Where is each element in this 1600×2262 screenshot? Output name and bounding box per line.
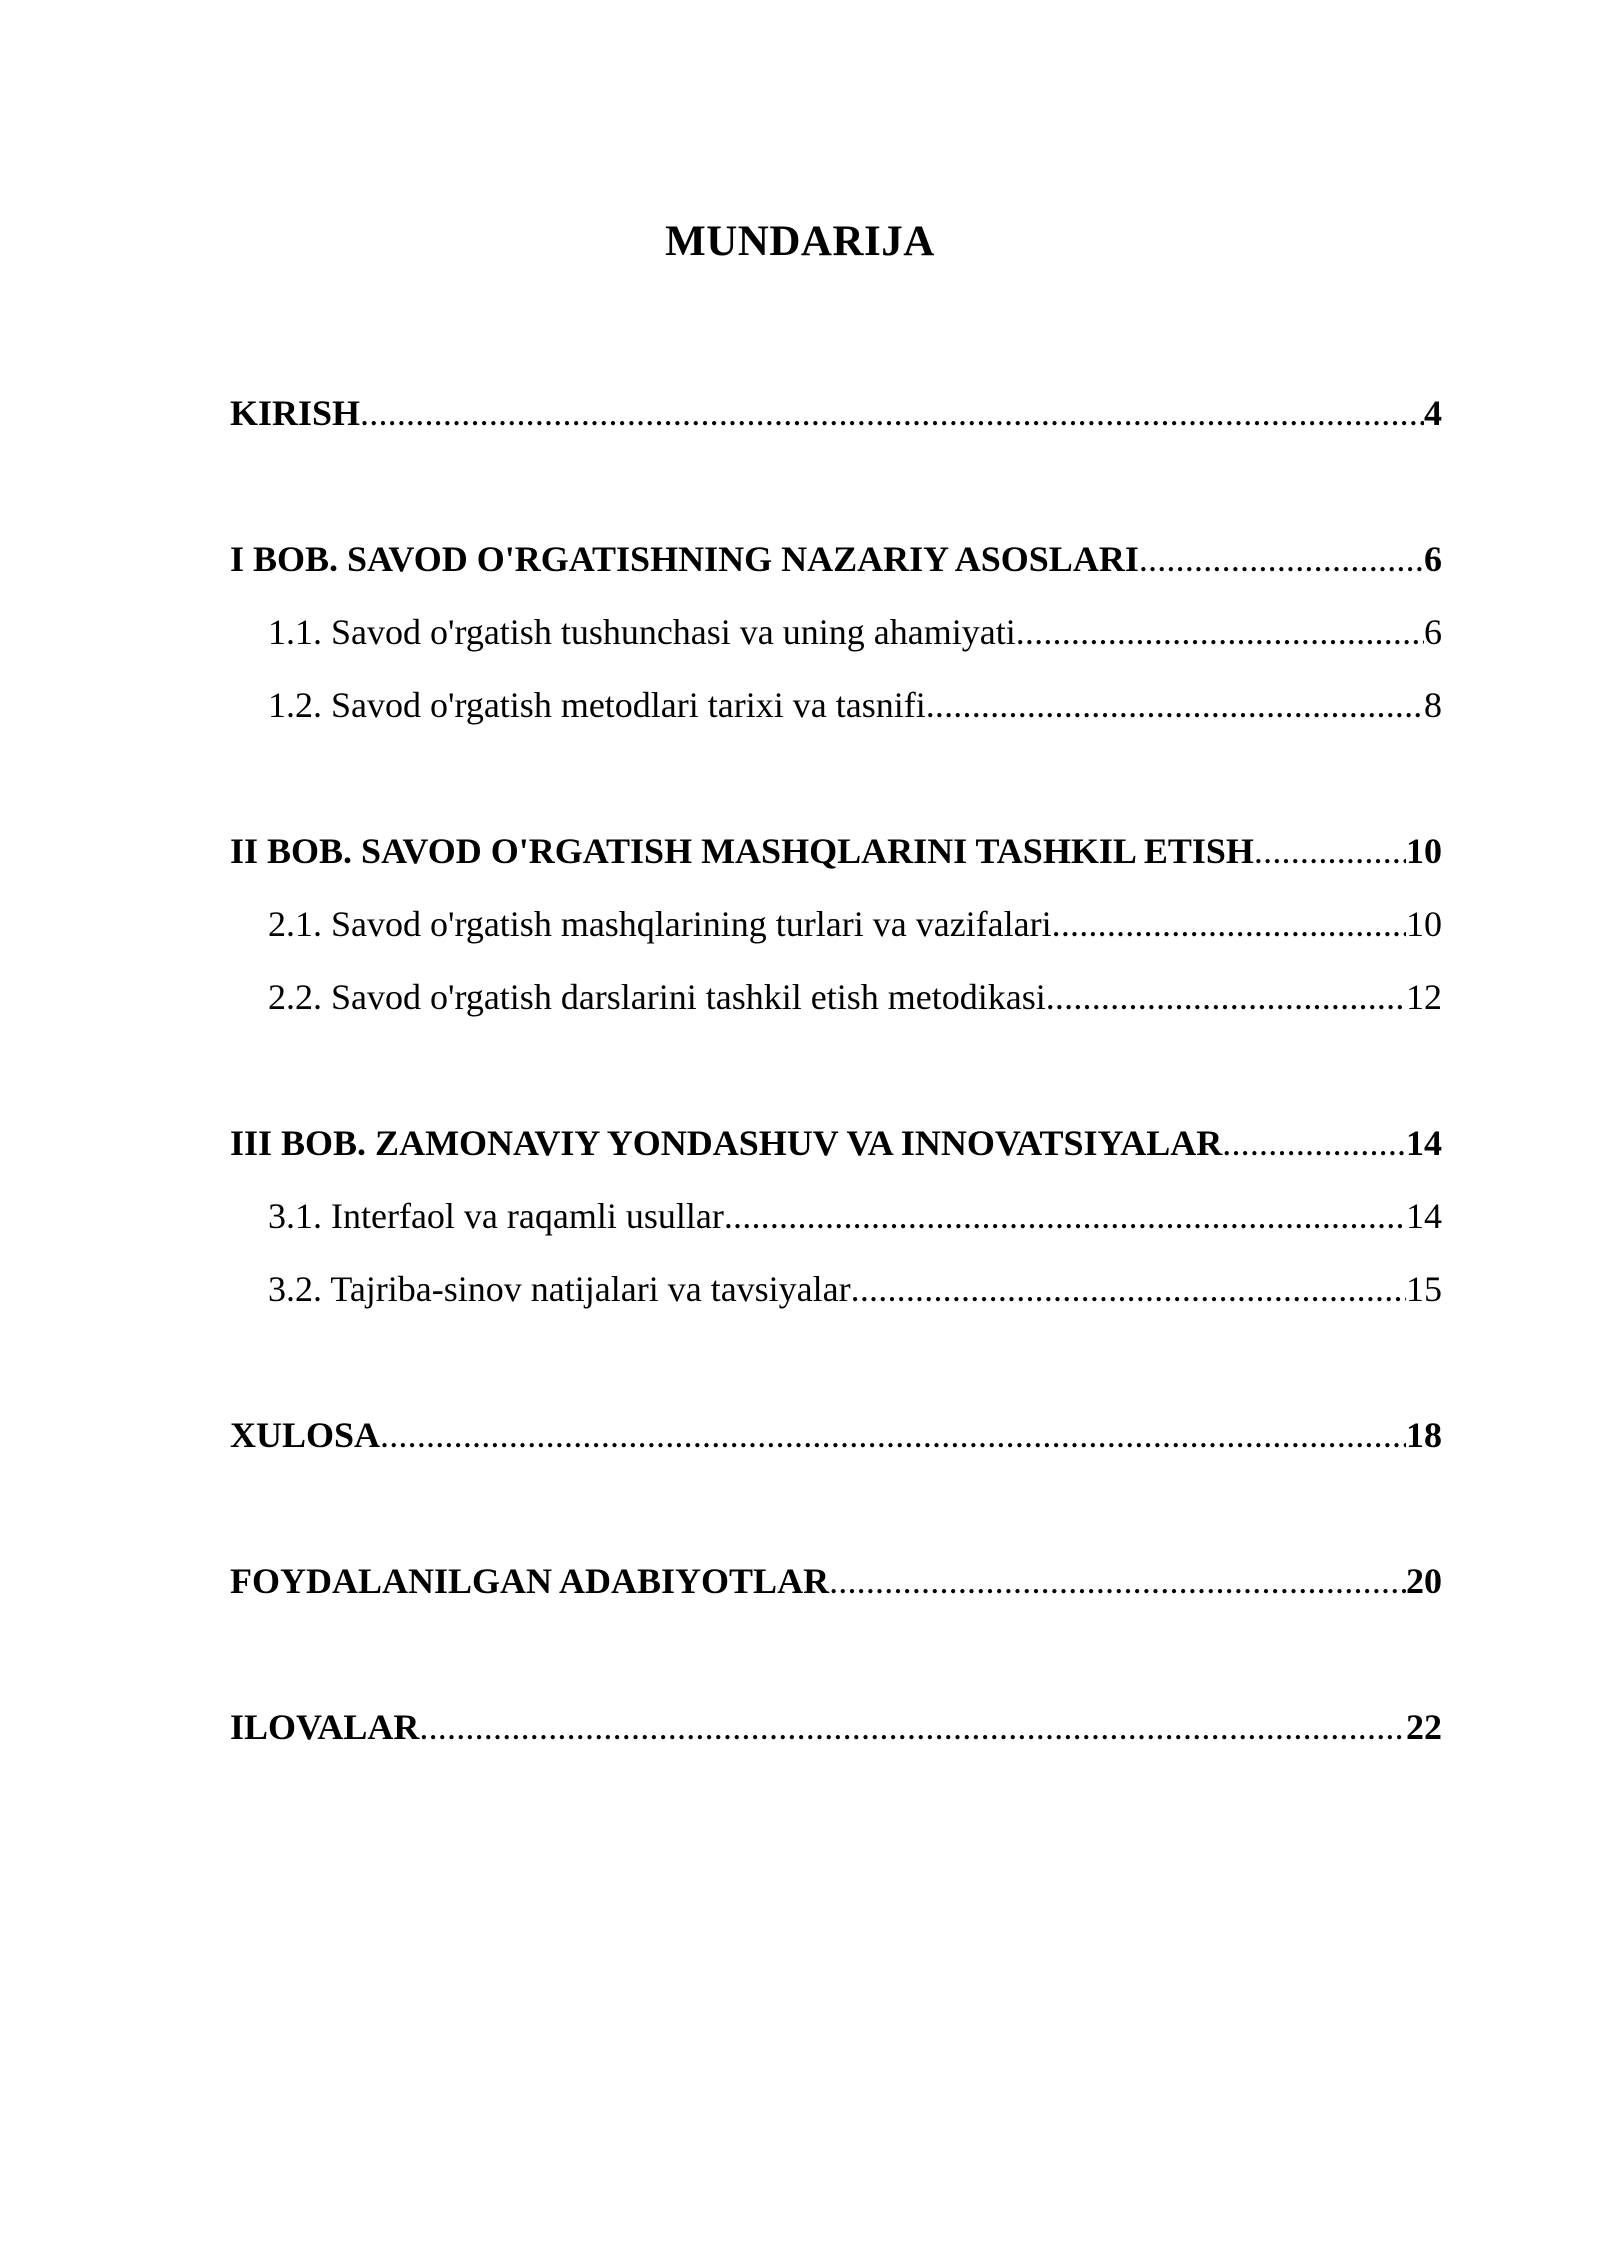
toc-entry-chapter-2[interactable] bbox=[230, 827, 1442, 875]
toc-entry-ilovalar[interactable] bbox=[230, 1703, 1442, 1751]
dot-leader bbox=[829, 1557, 1406, 1605]
dot-leader bbox=[360, 389, 1424, 437]
dot-leader bbox=[419, 1703, 1406, 1751]
toc-entry-xulosa[interactable] bbox=[230, 1411, 1442, 1459]
toc-entry-adabiyotlar[interactable] bbox=[230, 1557, 1442, 1605]
toc-entry-page: 22 bbox=[1406, 1707, 1442, 1747]
toc-entry-page: 6 bbox=[1424, 539, 1442, 579]
toc-entry-label: I BOB. SAVOD O'RGATISHNING NAZARIY ASOSLARI bbox=[230, 539, 1139, 579]
toc-entry-label: 3.1. Interfaol va raqamli usullar bbox=[268, 1196, 724, 1236]
toc-entry-chapter-3[interactable] bbox=[230, 1119, 1442, 1167]
toc-entry-page: 18 bbox=[1406, 1415, 1442, 1455]
toc-entry-label: KIRISH bbox=[230, 393, 361, 433]
toc-entry-page: 8 bbox=[1424, 685, 1442, 725]
page-title: MUNDARIJA bbox=[665, 218, 935, 265]
dot-leader bbox=[724, 1192, 1406, 1240]
dot-leader bbox=[926, 681, 1424, 729]
toc-entry-label: 1.2. Savod o'rgatish metodlari tarixi va tasnifi bbox=[268, 685, 926, 725]
dot-leader bbox=[1016, 608, 1424, 656]
toc-entry-section-1-2[interactable] bbox=[268, 681, 1442, 729]
toc-entry-page: 14 bbox=[1406, 1123, 1442, 1163]
toc-entry-label: XULOSA bbox=[230, 1415, 381, 1455]
toc-entry-label: FOYDALANILGAN ADABIYOTLAR bbox=[230, 1561, 830, 1601]
toc-entry-page: 6 bbox=[1424, 612, 1442, 652]
dot-leader bbox=[1046, 973, 1406, 1021]
toc-entry-page: 20 bbox=[1406, 1561, 1442, 1601]
dot-leader bbox=[851, 1265, 1406, 1313]
toc-entry-page: 14 bbox=[1406, 1196, 1442, 1236]
toc-entry-section-2-1[interactable] bbox=[268, 900, 1442, 948]
table-of-contents bbox=[230, 0, 1442, 2262]
toc-entry-label: 2.2. Savod o'rgatish darslarini tashkil etish metodikasi bbox=[268, 977, 1046, 1017]
toc-entry-section-3-1[interactable] bbox=[268, 1192, 1442, 1240]
toc-entry-page: 4 bbox=[1424, 393, 1442, 433]
toc-entry-label: II BOB. SAVOD O'RGATISH MASHQLARINI TASHKIL ETISH bbox=[230, 831, 1254, 871]
toc-entry-section-1-1[interactable] bbox=[268, 608, 1442, 656]
toc-entry-page: 15 bbox=[1406, 1269, 1442, 1309]
toc-entry-page: 10 bbox=[1406, 904, 1442, 944]
toc-entry-kirish[interactable] bbox=[230, 389, 1442, 437]
toc-entry-chapter-1[interactable] bbox=[230, 535, 1442, 583]
dot-leader bbox=[1254, 827, 1406, 875]
toc-entry-page: 12 bbox=[1406, 977, 1442, 1017]
toc-entry-label: III BOB. ZAMONAVIY YONDASHUV VA INNOVATSIYALAR bbox=[230, 1123, 1223, 1163]
dot-leader bbox=[1139, 535, 1424, 583]
toc-entry-label: 2.1. Savod o'rgatish mashqlarining turlari va vazifalari bbox=[268, 904, 1052, 944]
dot-leader bbox=[380, 1411, 1406, 1459]
dot-leader bbox=[1052, 900, 1406, 948]
toc-entry-label: ILOVALAR bbox=[230, 1707, 420, 1747]
toc-entry-label: 3.2. Tajriba-sinov natijalari va tavsiyalar bbox=[268, 1269, 851, 1309]
dot-leader bbox=[1222, 1119, 1406, 1167]
toc-entry-section-3-2[interactable] bbox=[268, 1265, 1442, 1313]
toc-entry-page: 10 bbox=[1406, 831, 1442, 871]
toc-entry-label: 1.1. Savod o'rgatish tushunchasi va uning ahamiyati bbox=[268, 612, 1016, 652]
toc-entry-section-2-2[interactable] bbox=[268, 973, 1442, 1021]
